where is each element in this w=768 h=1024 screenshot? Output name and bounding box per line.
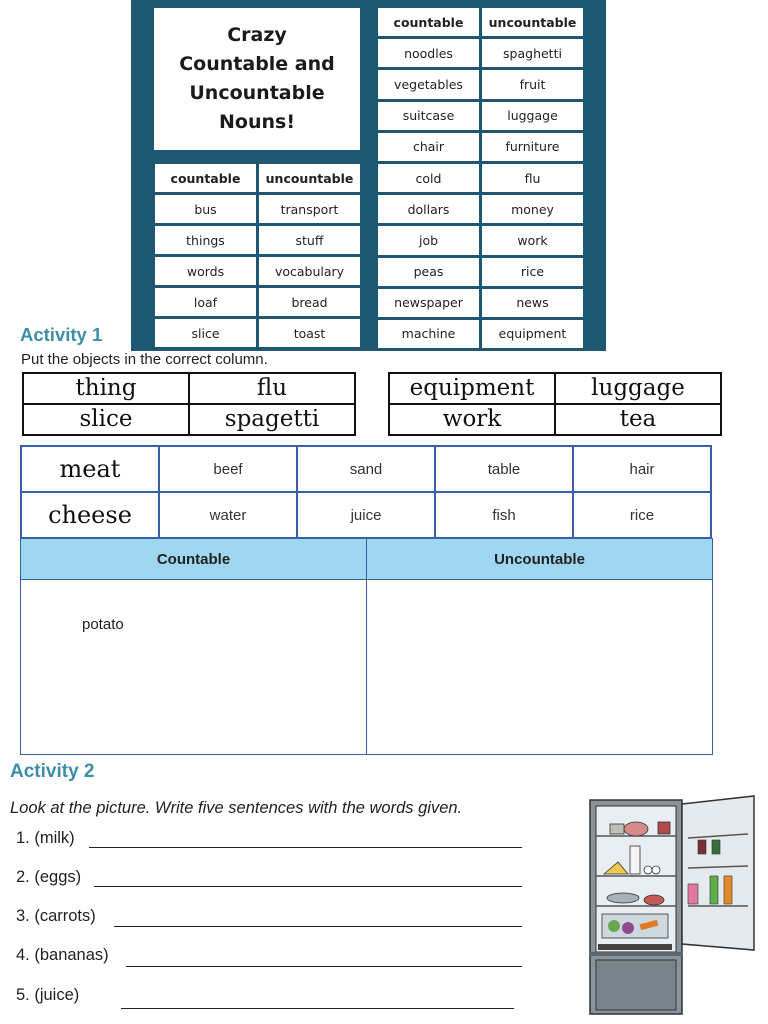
fridge-handle <box>598 944 672 950</box>
poster-cell: suitcase <box>378 102 479 130</box>
poster-cell: stuff <box>259 226 360 254</box>
grid-word: hair <box>573 446 711 492</box>
activity1-instruction: Put the objects in the correct column. <box>21 351 268 368</box>
jar-icon <box>658 822 670 834</box>
grid-word: cheese <box>21 492 159 538</box>
prompt-label: 3. (carrots) <box>16 907 96 925</box>
grid-word: sand <box>297 446 435 492</box>
word-cell: equipment <box>389 373 555 404</box>
egg-icon <box>652 866 660 874</box>
poster-header-countable: countable <box>155 164 256 192</box>
prompt-label: 5. (juice) <box>16 986 80 1004</box>
poster-cell: noodles <box>378 39 479 67</box>
poster-title <box>179 21 335 137</box>
countable-header: Countable <box>21 539 367 580</box>
poster-cell: bus <box>155 195 256 223</box>
poster-cell: dollars <box>378 195 479 223</box>
nouns-poster <box>131 0 606 351</box>
fridge-divider <box>590 952 682 956</box>
word-cell: luggage <box>555 373 721 404</box>
word-grid <box>20 445 712 539</box>
freezer-door <box>596 960 676 1010</box>
poster-cell: vocabulary <box>259 257 360 285</box>
poster-cell: work <box>482 226 583 254</box>
poster-cell: peas <box>378 258 479 286</box>
poster-title-line: Nouns! <box>219 111 295 133</box>
poster-title-line: Countable and <box>179 53 335 75</box>
poster-header-countable: countable <box>378 8 479 36</box>
poster-title-line: Uncountable <box>189 82 325 104</box>
prompt-label: 1. (milk) <box>16 829 75 847</box>
poster-cell: words <box>155 257 256 285</box>
poster-left-table <box>152 161 363 350</box>
countable-column[interactable] <box>21 580 367 755</box>
word-box-right <box>388 372 722 436</box>
vegetable-icon <box>622 922 634 934</box>
activity1-title: Activity 1 <box>20 324 103 345</box>
poster-cell: newspaper <box>378 289 479 317</box>
poster-cell: fruit <box>482 70 583 98</box>
uncountable-header: Uncountable <box>367 539 713 580</box>
poster-cell: luggage <box>482 102 583 130</box>
poster-cell: money <box>482 195 583 223</box>
grid-word: table <box>435 446 573 492</box>
word-cell: slice <box>23 404 189 435</box>
poster-cell: bread <box>259 288 360 316</box>
fridge-illustration <box>588 794 758 1016</box>
grid-word: beef <box>159 446 297 492</box>
poster-cell: loaf <box>155 288 256 316</box>
word-box-left <box>22 372 356 436</box>
poster-cell: furniture <box>482 133 583 161</box>
juice-bottle-icon <box>724 876 732 904</box>
poster-cell: transport <box>259 195 360 223</box>
vegetable-icon <box>608 920 620 932</box>
poster-cell: cold <box>378 164 479 192</box>
grid-word: fish <box>435 492 573 538</box>
egg-icon <box>644 866 652 874</box>
grid-word: meat <box>21 446 159 492</box>
poster-cell: spaghetti <box>482 39 583 67</box>
fish-icon <box>607 893 639 903</box>
poster-header-uncountable: uncountable <box>482 8 583 36</box>
poster-cell: rice <box>482 258 583 286</box>
poster-cell: machine <box>378 320 479 348</box>
answer-line[interactable] <box>121 1008 514 1009</box>
juice-carton-icon <box>688 884 698 904</box>
ham-icon <box>624 822 648 836</box>
poster-cell: toast <box>259 319 360 347</box>
sauce-jar-icon <box>698 840 706 854</box>
poster-cell: job <box>378 226 479 254</box>
grid-word: juice <box>297 492 435 538</box>
poster-title-line: Crazy <box>227 24 287 46</box>
poster-right-table <box>375 5 586 351</box>
poster-cell: chair <box>378 133 479 161</box>
juice-bottle-icon <box>710 876 718 904</box>
example-word: potato <box>82 616 124 633</box>
uncountable-column[interactable] <box>367 580 713 755</box>
word-cell: thing <box>23 373 189 404</box>
poster-cell: slice <box>155 319 256 347</box>
poster-cell: news <box>482 289 583 317</box>
milk-bottle-icon <box>630 846 640 874</box>
word-cell: tea <box>555 404 721 435</box>
meat-icon <box>644 895 664 905</box>
sort-table <box>20 538 713 755</box>
activity2-title: Activity 2 <box>10 761 95 782</box>
word-cell: flu <box>189 373 355 404</box>
poster-title-box <box>154 8 360 150</box>
poster-cell: vegetables <box>378 70 479 98</box>
poster-header-uncountable: uncountable <box>259 164 360 192</box>
answer-line[interactable] <box>126 966 522 967</box>
answer-line[interactable] <box>114 926 522 927</box>
poster-cell: flu <box>482 164 583 192</box>
word-cell: spagetti <box>189 404 355 435</box>
sauce-jar-icon <box>712 840 720 854</box>
grid-word: rice <box>573 492 711 538</box>
box-icon <box>610 824 624 834</box>
activity2-instruction: Look at the picture. Write five sentences with the words given. <box>10 799 463 817</box>
prompt-label: 2. (eggs) <box>16 868 82 886</box>
prompt-label: 4. (bananas) <box>16 946 109 964</box>
grid-word: water <box>159 492 297 538</box>
open-door <box>682 796 754 950</box>
answer-line[interactable] <box>89 847 522 848</box>
poster-cell: equipment <box>482 320 583 348</box>
word-cell: work <box>389 404 555 435</box>
poster-cell: things <box>155 226 256 254</box>
answer-line[interactable] <box>94 886 522 887</box>
